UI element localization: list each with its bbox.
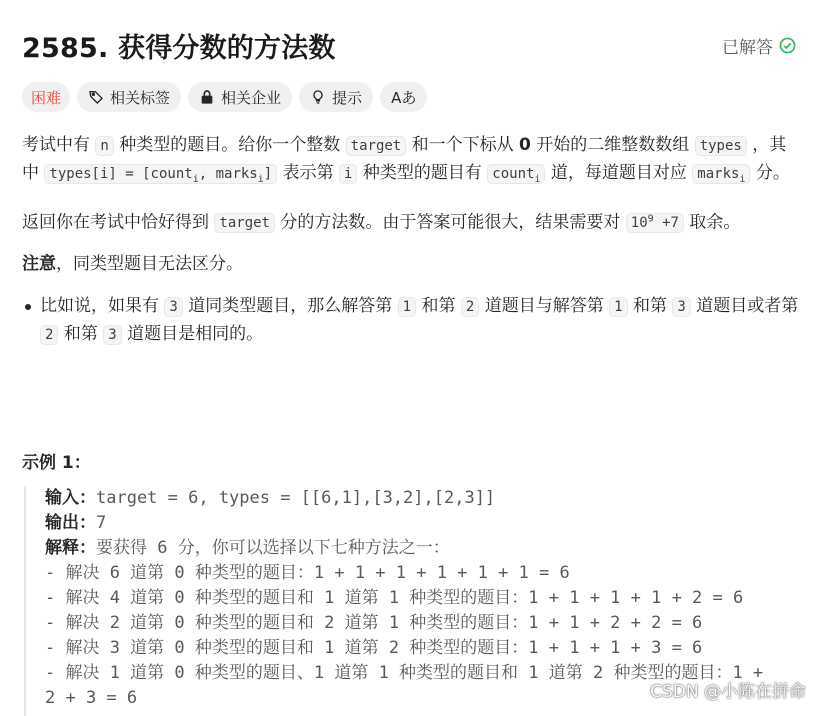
hint-label: 提示: [332, 88, 363, 107]
list-item: 比如说，如果有 3 道同类型题目，那么解答第 1 和第 2 道题目与解答第 1 和第 3 道题目或者第 2 和第 3 道题目是相同的。: [22, 293, 802, 348]
explain-line: - 解决 1 道第 0 种类型的题目、1 道第 1 种类型的题目和 1 道第 2 种类型的题目：1 +: [45, 663, 764, 683]
output-label: 输出：: [45, 513, 96, 533]
related-companies-button[interactable]: [188, 82, 292, 112]
paragraph-2: 返回你在考试中恰好得到 target 分的方法数。由于答案可能很大，结果需要对 $10^9 +7$ 取余。: [22, 212, 741, 233]
translate-button[interactable]: [380, 82, 427, 112]
problem-description: [22, 132, 802, 348]
lock-icon: [199, 89, 215, 105]
paragraph-1: 考试中有 n 种类型的题目。给你一个整数 target 和一个下标从 0 开始的二维整数数组 types ，其中 types[i] = [count$_i$, marks$_i$] 表示第 i 种类型的题目有 count$_i$ 道，每道题目对应 marks$_i$ 分。: [22, 135, 790, 185]
explain-value: 要获得 6 分，你可以选择以下七种方法之一：: [96, 538, 450, 558]
bullet-dot: [25, 304, 31, 310]
check-circle-icon: [779, 37, 796, 54]
explain-line: - 解决 2 道第 0 种类型的题目和 2 道第 1 种类型的题目：1 + 1 + 2 + 2 = 6: [45, 613, 703, 633]
solved-label: 已解答: [722, 38, 773, 58]
lightbulb-icon: [310, 89, 326, 105]
note-paragraph: 注意，同类型题目无法区分。: [22, 253, 243, 274]
explain-line: 2 + 3 = 6: [45, 688, 138, 708]
example-title: 示例 1：: [22, 453, 91, 473]
input-label: 输入：: [45, 488, 96, 508]
solved-status: [722, 33, 796, 58]
output-value: 7: [96, 513, 107, 533]
explain-line: - 解决 4 道第 0 种类型的题目和 1 道第 1 种类型的题目：1 + 1 + 1 + 1 + 2 = 6: [45, 588, 744, 608]
watermark: CSDN @小陈在拼命: [650, 682, 806, 702]
explain-line: - 解决 3 道第 0 种类型的题目和 1 道第 2 种类型的题目：1 + 1 + 1 + 3 = 6: [45, 638, 703, 658]
explain-label: 解释：: [45, 538, 96, 558]
related-tags-button[interactable]: [77, 82, 181, 112]
input-value: target = 6, types = [[6,1],[3,2],[2,3]]: [96, 488, 496, 508]
related-tags-label: 相关标签: [110, 88, 171, 107]
hint-button[interactable]: [299, 82, 373, 112]
tag-icon: [88, 89, 104, 105]
difficulty-badge: 困难: [22, 82, 70, 112]
translate-icon: Aあ: [391, 88, 417, 107]
related-companies-label: 相关企业: [221, 88, 282, 107]
problem-title: 2585. 获得分数的方法数: [22, 33, 336, 64]
explain-line: - 解决 6 道第 0 种类型的题目：1 + 1 + 1 + 1 + 1 + 1 = 6: [45, 563, 570, 583]
tag-bar: [22, 82, 427, 112]
